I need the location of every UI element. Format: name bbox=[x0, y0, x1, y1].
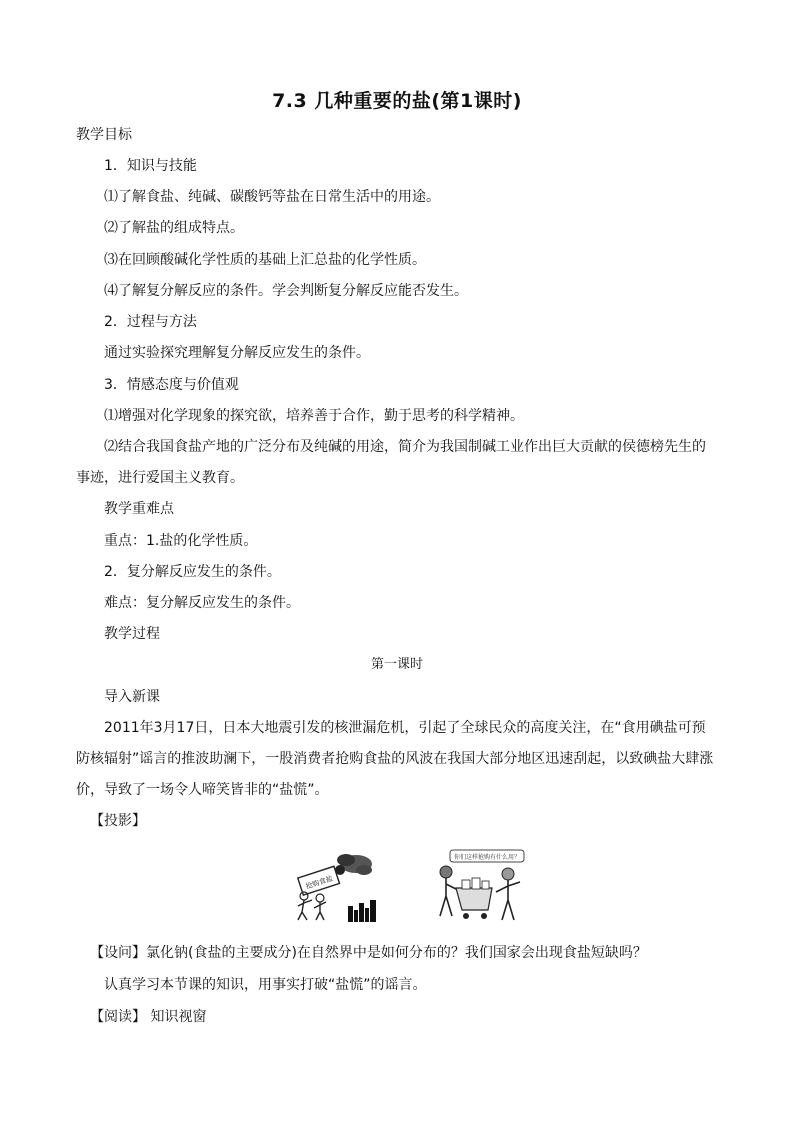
process-heading: 教学过程 bbox=[104, 626, 160, 642]
difficulty-heading: 教学重难点 bbox=[104, 501, 174, 517]
reading-line: 【阅读】 知识视窗 bbox=[90, 1009, 207, 1025]
attitude-heading: 3．情感态度与价值观 bbox=[104, 377, 239, 393]
intro-paragraph-line: 防核辐射”谣言的推波助澜下，一股消费者抢购食盐的风波在我国大部分地区迅速刮起，以致碘盐大肆涨 bbox=[76, 751, 714, 767]
list-item: ⑶在回顾酸碱化学性质的基础上汇总盐的化学性质。 bbox=[104, 252, 426, 268]
cartoon-illustrations bbox=[0, 848, 794, 928]
list-item-continuation: 事迹，进行爱国主义教育。 bbox=[76, 470, 244, 486]
knowledge-heading: 1．知识与技能 bbox=[104, 158, 197, 174]
list-item: ⑴了解食盐、纯碱、碳酸钙等盐在日常生活中的用途。 bbox=[104, 189, 440, 205]
question-line: 【设问】氯化钠(食盐的主要成分)在自然界中是如何分布的？我们国家会出现食盐短缺吗？ bbox=[90, 945, 647, 961]
page-title: 7.3 几种重要的盐(第1课时) bbox=[272, 90, 522, 112]
list-item: ⑵了解盐的组成特点。 bbox=[104, 220, 244, 236]
objectives-heading: 教学目标 bbox=[76, 127, 132, 143]
intro-heading: 导入新课 bbox=[104, 689, 160, 705]
intro-paragraph-line: 2011年3月17日，日本大地震引发的核泄漏危机，引起了全球民众的高度关注，在“食用碘盐可预 bbox=[104, 720, 706, 736]
cartoon-sign-text: 抢购食盐 bbox=[304, 874, 334, 891]
answer-line: 认真学习本节课的知识，用事实打破“盐慌”的谣言。 bbox=[104, 977, 427, 993]
process-method-text: 通过实验探究理解复分解反应发生的条件。 bbox=[104, 345, 370, 361]
lesson-heading: 第一课时 bbox=[370, 657, 423, 672]
list-item: ⑵结合我国食盐产地的广泛分布及纯碱的用途，简介为我国制碱工业作出巨大贡献的侯德榜先生的 bbox=[104, 439, 706, 455]
key-point: 2．复分解反应发生的条件。 bbox=[104, 564, 281, 580]
projection-label: 【投影】 bbox=[90, 813, 146, 829]
process-method-heading: 2．过程与方法 bbox=[104, 314, 197, 330]
cartoon-bubble-text: 你们这样抢购有什么用？ bbox=[453, 854, 521, 861]
key-point: 重点：1.盐的化学性质。 bbox=[104, 533, 258, 549]
list-item: ⑷了解复分解反应的条件。学会判断复分解反应能否发生。 bbox=[104, 283, 468, 299]
panic-buying-cartoon bbox=[290, 848, 380, 924]
intro-paragraph-line: 价，导致了一场令人啼笑皆非的“盐慌”。 bbox=[76, 782, 329, 798]
shopping-cart-cartoon bbox=[432, 848, 522, 924]
hard-point: 难点：复分解反应发生的条件。 bbox=[104, 595, 300, 611]
list-item: ⑴增强对化学现象的探究欲，培养善于合作，勤于思考的科学精神。 bbox=[104, 408, 524, 424]
